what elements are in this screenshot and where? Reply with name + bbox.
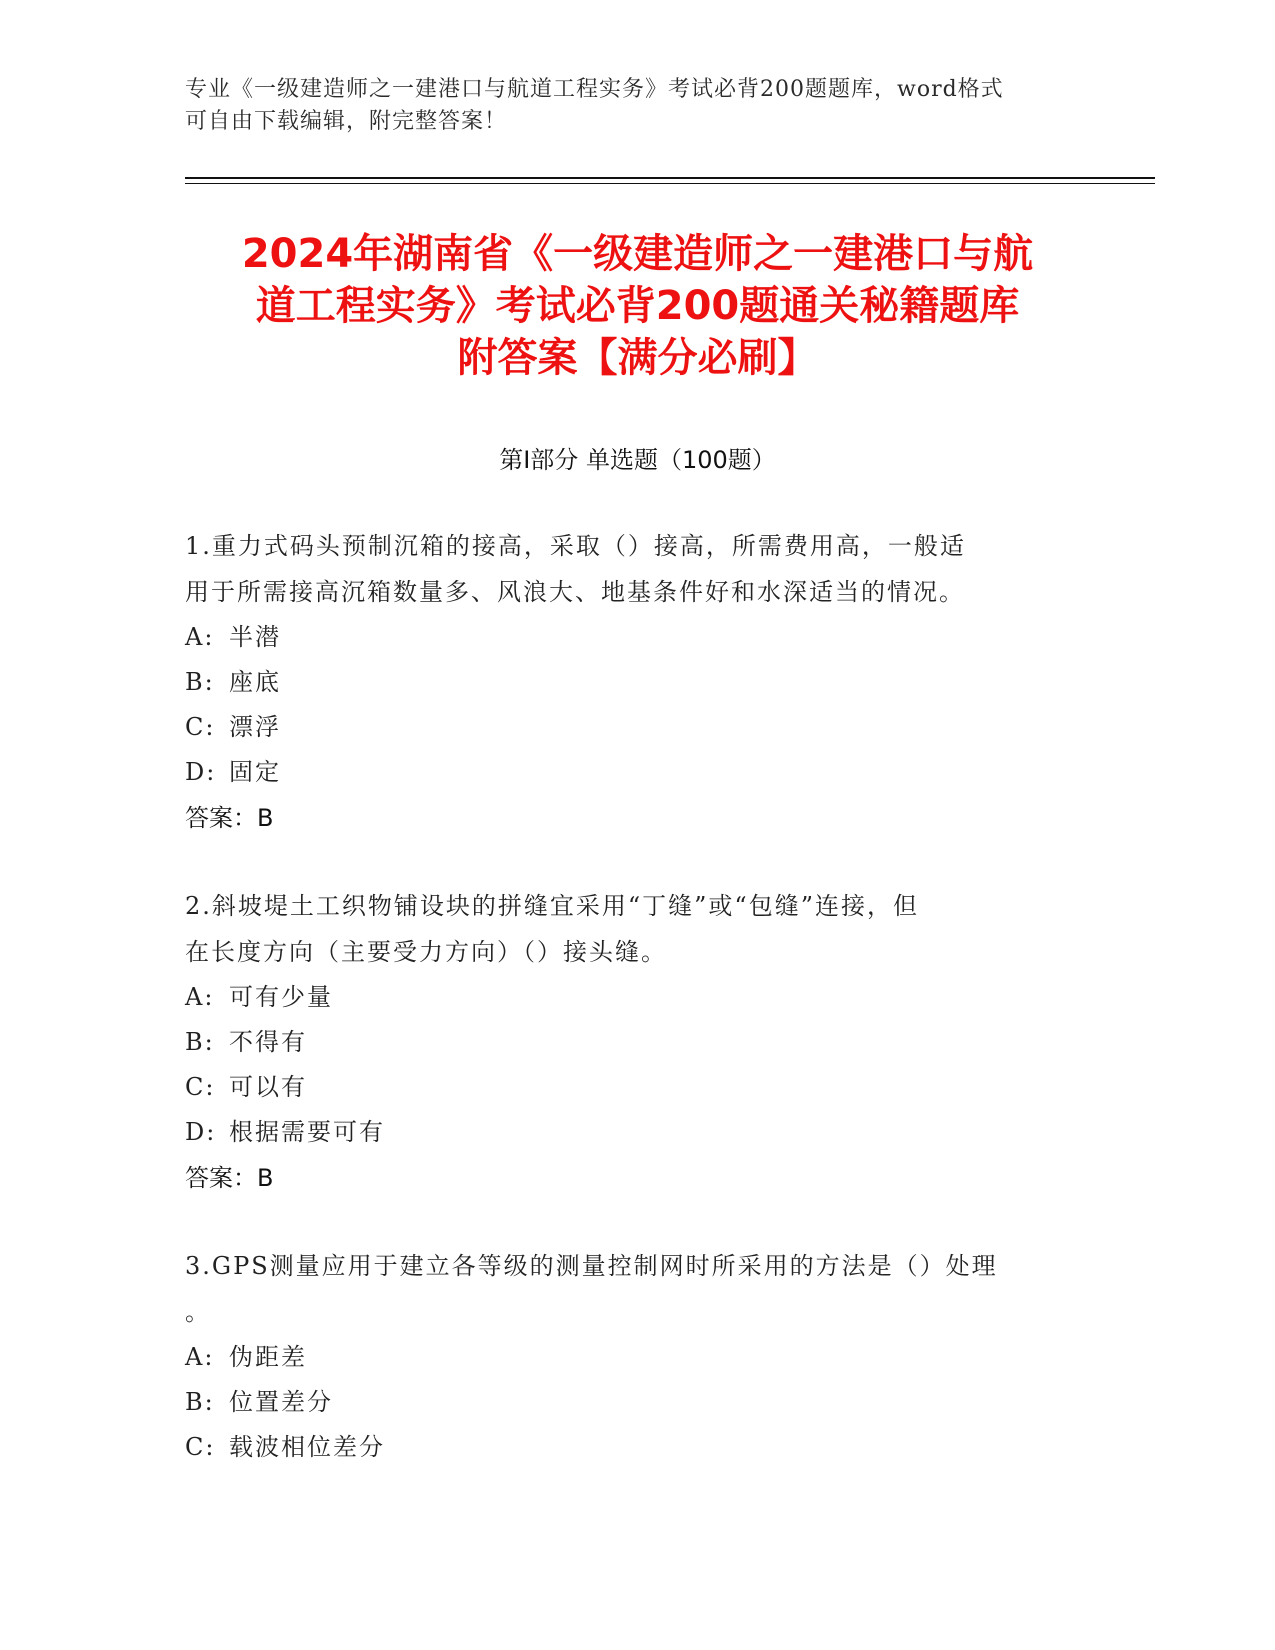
option-text: 固定 — [229, 758, 281, 786]
question-stem — [185, 883, 1085, 975]
answer-line: 答案：B — [185, 804, 274, 832]
option-c — [185, 1425, 1085, 1470]
option-letter: C: — [185, 1433, 216, 1461]
title-line2: 道工程实务》考试必背200题通关秘籍题库 — [255, 283, 1020, 329]
title-line3: 附答案【满分必刷】 — [457, 335, 818, 381]
option-letter: C: — [185, 1073, 216, 1101]
option-letter: A: — [185, 1343, 215, 1371]
question-stem-line1: 2.斜坡堤土工织物铺设块的拼缝宜采用“丁缝”或“包缝”连接，但 — [185, 892, 919, 920]
option-letter: D: — [185, 758, 217, 786]
header-note-line2: 可自由下载编辑，附完整答案！ — [185, 109, 508, 134]
option-letter: B: — [185, 668, 215, 696]
option-text: 漂浮 — [229, 713, 281, 741]
header-note-line1: 专业《一级建造师之一建港口与航道工程实务》考试必背200题题库，word格式 — [185, 77, 1004, 102]
header-divider-thin — [185, 183, 1155, 184]
question-stem-line2: 在长度方向（主要受力方向）（）接头缝。 — [185, 938, 667, 966]
section-title: 第Ⅰ部分 单选题（100题） — [499, 446, 776, 474]
option-text: 根据需要可有 — [229, 1118, 385, 1146]
question-3 — [185, 1243, 1085, 1470]
option-b — [185, 1380, 1085, 1425]
option-letter: D: — [185, 1118, 217, 1146]
option-letter: A: — [185, 623, 215, 651]
option-c — [185, 705, 1085, 750]
question-stem — [185, 1243, 1085, 1335]
question-1 — [185, 523, 1085, 841]
option-letter: B: — [185, 1388, 215, 1416]
question-stem-line2: 用于所需接高沉箱数量多、风浪大、地基条件好和水深适当的情况。 — [185, 578, 965, 606]
question-stem-line1: 1.重力式码头预制沉箱的接高，采取（）接高，所需费用高，一般适 — [185, 532, 966, 560]
option-text: 载波相位差分 — [229, 1433, 385, 1461]
question-list — [185, 523, 1085, 1512]
question-stem — [185, 523, 1085, 615]
answer-line: 答案：B — [185, 1164, 274, 1192]
option-text: 座底 — [229, 668, 281, 696]
option-letter: A: — [185, 983, 215, 1011]
header-note — [185, 74, 1085, 138]
option-text: 半潜 — [229, 623, 281, 651]
option-text: 伪距差 — [229, 1343, 307, 1371]
option-b — [185, 660, 1085, 705]
option-a — [185, 1335, 1085, 1380]
question-stem-line2: 。 — [185, 1298, 211, 1326]
option-c — [185, 1065, 1085, 1110]
option-b — [185, 1020, 1085, 1065]
option-d — [185, 1110, 1085, 1155]
header-divider-thick — [185, 177, 1155, 179]
question-stem-line1: 3.GPS测量应用于建立各等级的测量控制网时所采用的方法是（）处理 — [185, 1252, 998, 1280]
option-d — [185, 750, 1085, 795]
document-title — [170, 228, 1105, 384]
option-a — [185, 615, 1085, 660]
option-text: 位置差分 — [229, 1388, 333, 1416]
option-letter: B: — [185, 1028, 215, 1056]
question-2 — [185, 883, 1085, 1201]
title-line1: 2024年湖南省《一级建造师之一建港口与航 — [241, 231, 1034, 277]
option-text: 不得有 — [229, 1028, 307, 1056]
option-text: 可有少量 — [229, 983, 333, 1011]
option-letter: C: — [185, 713, 216, 741]
option-a — [185, 975, 1085, 1020]
option-text: 可以有 — [229, 1073, 307, 1101]
